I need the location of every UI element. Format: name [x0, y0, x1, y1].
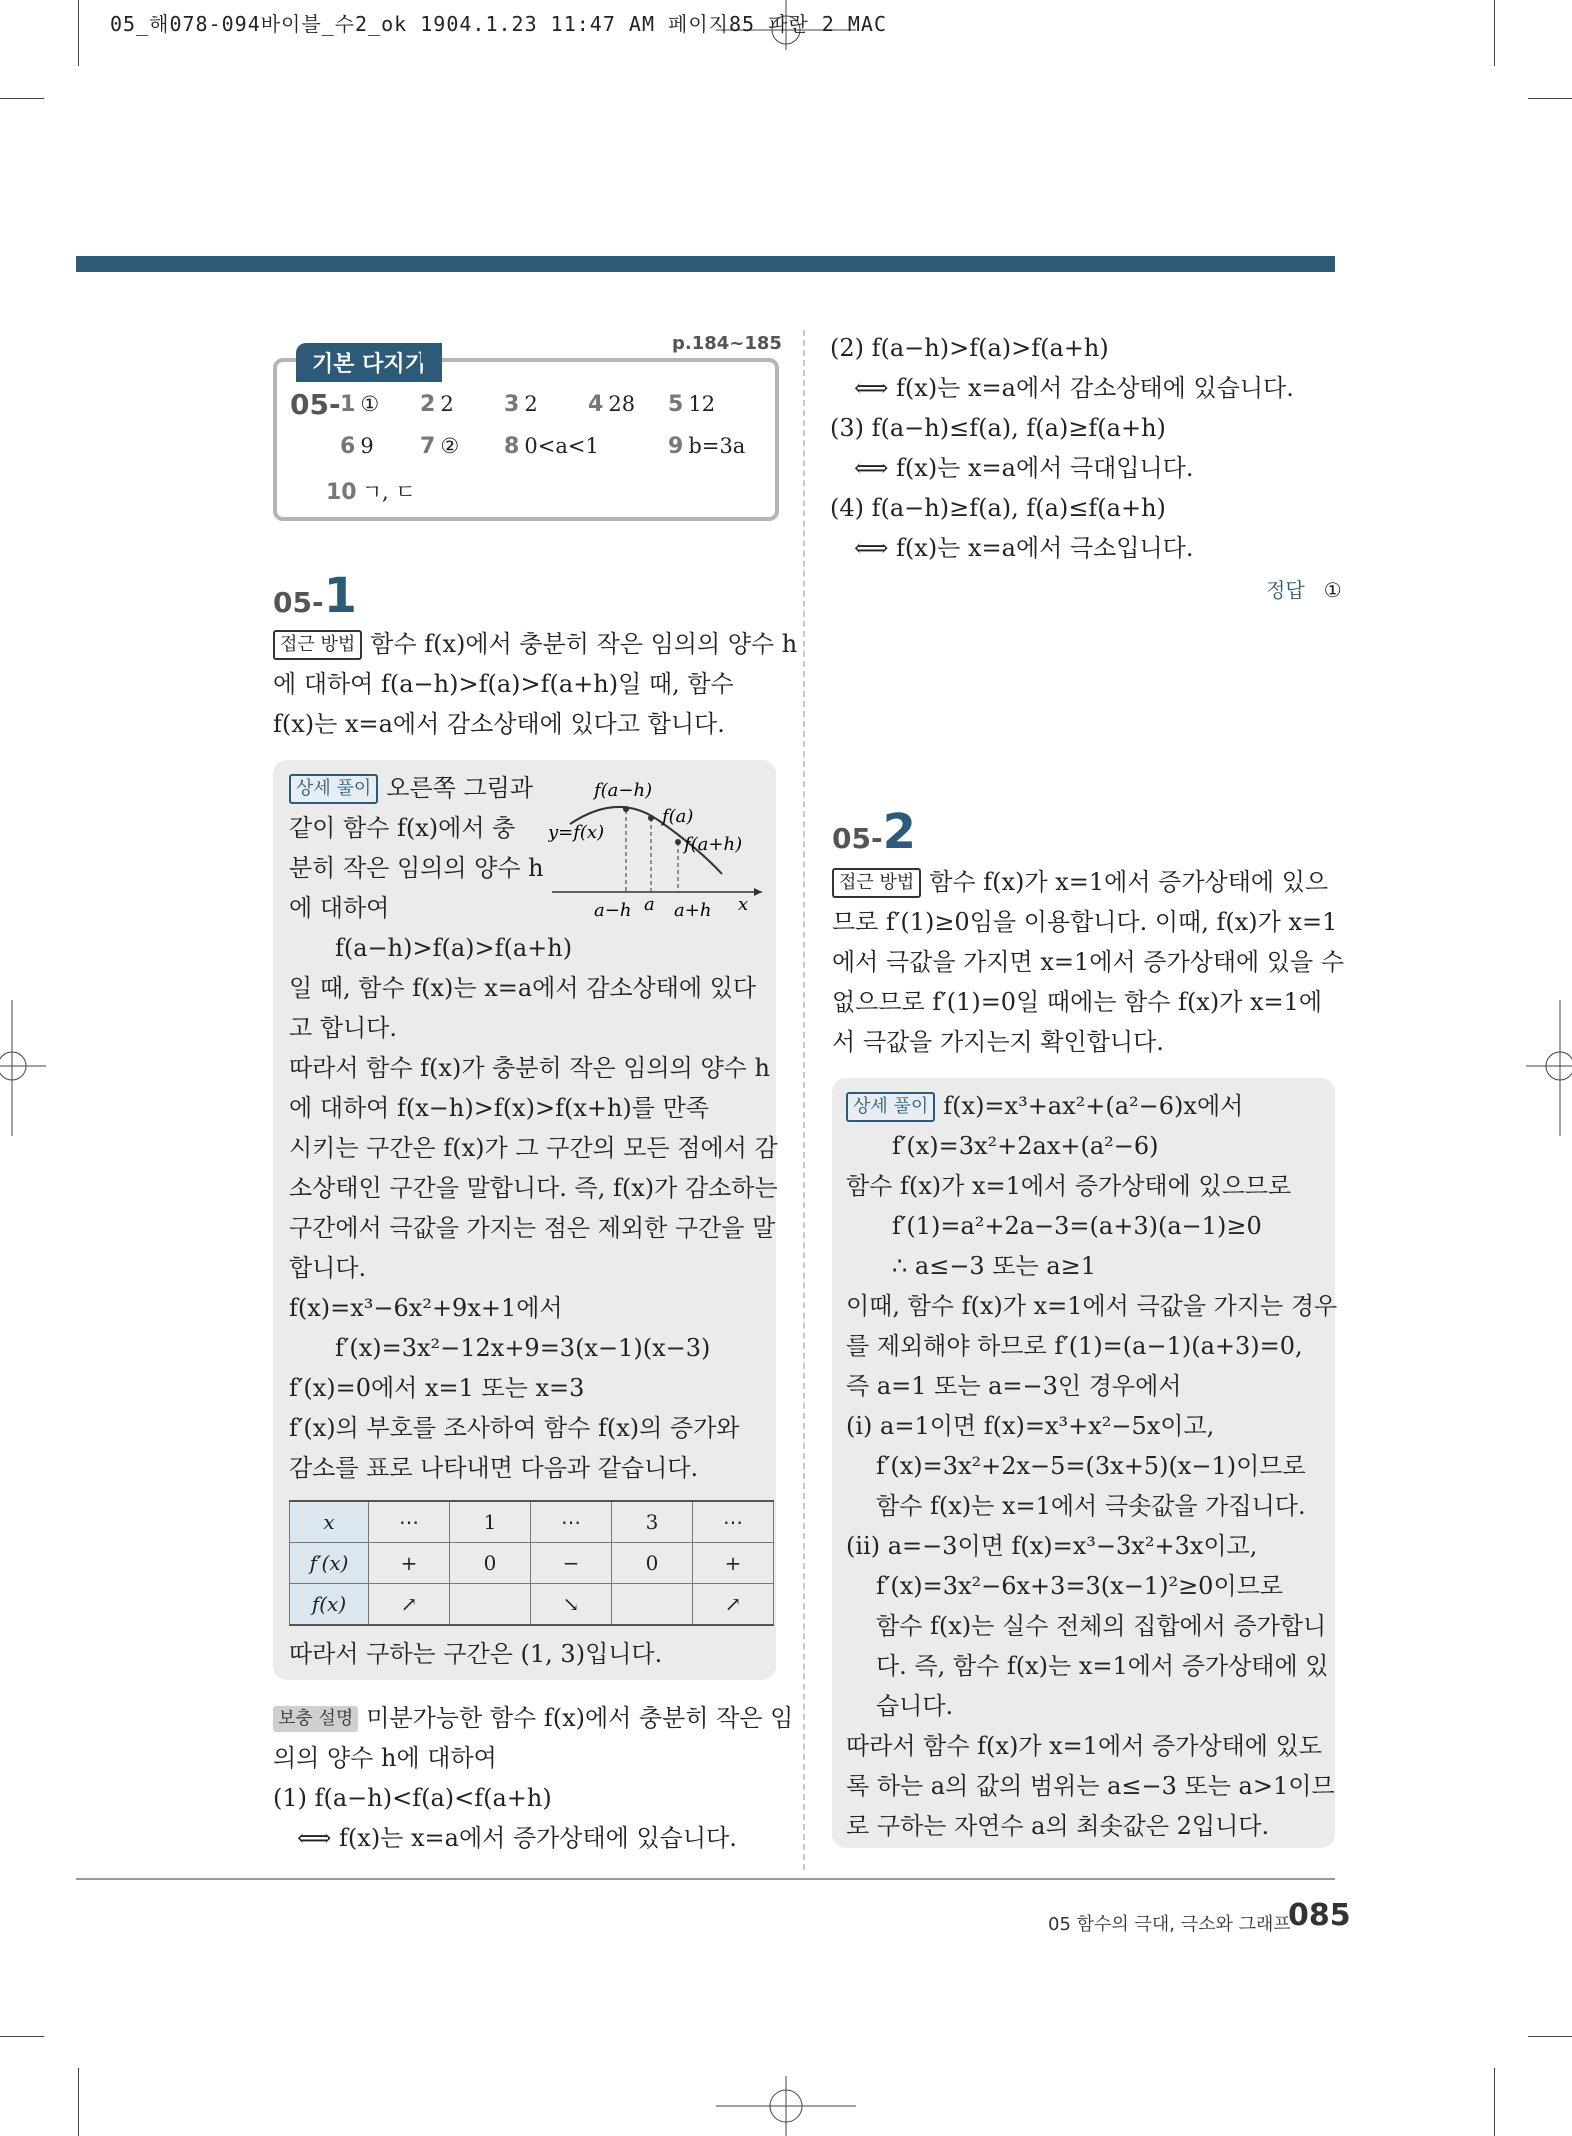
crop-mark: [1528, 98, 1572, 99]
supplement-tag: 보충 설명: [273, 1706, 358, 1732]
answer-prefix: 05-: [290, 388, 341, 421]
graph-label-f-a-plus-h: f(a+h): [684, 834, 743, 855]
graph-label-f-a-minus-h: f(a−h): [594, 780, 653, 801]
problem-1-approach: 접근 방법 함수 f(x)에서 충분히 작은 임의의 양수 h 에 대하여 f(a−h)>f(a)>f(a+h)일 때, 함수 f(x)는 x=a에서 감소상태에 있다고 합니다.: [273, 630, 798, 738]
crop-mark: [1494, 0, 1495, 66]
problem-2-heading: 05-2: [832, 804, 916, 860]
sign-table: [289, 1500, 774, 1626]
approach-tag: 접근 방법: [832, 868, 921, 898]
graph-label-a-minus-h: a−h: [594, 900, 632, 921]
registration-mark-right: [1526, 1000, 1572, 1136]
footer-rule: [76, 1878, 1335, 1880]
decreasing-function-graph: [548, 774, 770, 930]
problem-1-supplement: 보충 설명 미분가능한 함수 f(x)에서 충분히 작은 임 의의 양수 h에 대하여 (1) f(a−h)<f(a)<f(a+h) ⟺ f(x)는 x=a에서 증가상태에 있습니다.: [273, 1704, 794, 1852]
graph-label-f-a: f(a): [662, 806, 694, 827]
problem-1-heading: 05-1: [273, 568, 357, 624]
chapter-title: 05 함수의 극대, 극소와 그래프: [1048, 1914, 1291, 1935]
answer-item: 7 ②: [420, 434, 460, 459]
registration-mark-bottom: [716, 2076, 856, 2136]
approach-tag: 접근 방법: [273, 630, 362, 660]
problem-1-detail-intro: 상세 풀이 오른쪽 그림과 같이 함수 f(x)에서 충 분히 작은 임의의 양수 h 에 대하여: [289, 774, 544, 922]
answer-tab-ear: [421, 343, 441, 363]
answer-item: 1 ①: [340, 392, 380, 417]
crop-mark: [1494, 2068, 1495, 2136]
problem-2-detail-body: 상세 풀이 f(x)=x³+ax²+(a²−6)x에서 f′(x)=3x²+2ax+(a²−6) 함수 f(x)가 x=1에서 증가상태에 있으므로 f′(1)=a²+2a−3=(a+3)(a−1)≥0 ∴ a≤−3 또는 a≥1 이때, 함수 f(x)가 x=1에서 극값을 가지는 경우 를 제외해야 하므로 f′(1)=(a−1)(a+3)=0, 즉 a=1 또는 a=−3인 경우에서 (ⅰ) a=1이면 f(x)=x³+x²−5x이고, f′(x)=3x²+2x−5=(3x+5)(x−1)이므로 함수 f(x)는 x=1에서 극솟값을 가집니다. (ⅱ) a=−3이면 f(x)=x³−3x²+3x이고, f′(x)=3x²−6x+3=3(x−1)²≥0이므로 함수 f(x)는 실수 전체의 집합에서 증가합니 다. 즉, 함수 f(x)는 x=1에서 증가상태에 있 습니다. 따라서 함수 f(x)가 x=1에서 증가상태에 있도 록 하는 a의 값의 범위는 a≤−3 또는 a>1이므 로 구하는 자연수 a의 최솟값은 2입니다.: [846, 1092, 1338, 1840]
crop-mark: [0, 98, 44, 99]
answer-grid: [290, 388, 760, 508]
top-color-bar: [76, 256, 1335, 272]
answer-item: 10 ㄱ, ㄷ: [326, 480, 416, 505]
answer-item: 8 0<a<1: [504, 434, 599, 459]
answer-tab: 기본 다지기: [296, 343, 442, 382]
column-divider: [803, 330, 805, 1870]
detail-tag: 상세 풀이: [846, 1092, 935, 1122]
detail-tag: 상세 풀이: [289, 774, 378, 804]
answer-item: 4 28: [588, 392, 636, 417]
answer-item: 3 2: [504, 392, 538, 417]
page-reference: p.184~185: [672, 333, 782, 354]
problem-1-detail-body: f(a−h)>f(a)>f(a+h) 일 때, 함수 f(x)는 x=a에서 감소상태에 있다 고 합니다. 따라서 함수 f(x)가 충분히 작은 임의의 양수 h 에 대하여 f(x−h)>f(x)>f(x+h)를 만족 시키는 구간은 f(x)가 그 구간의 모든 점에서 감 소상태인 구간을 말합니다. 즉, f(x)가 감소하는 구간에서 극값을 가지는 점은 제외한 구간을 말 합니다. f(x)=x³−6x²+9x+1에서 f′(x)=3x²−12x+9=3(x−1)(x−3) f′(x)=0에서 x=1 또는 x=3 f′(x)의 부호를 조사하여 함수 f(x)의 증가와 감소를 표로 나타내면 다음과 같습니다.: [289, 934, 778, 1482]
table-row: x ⋯ 1 ⋯ 3 ⋯: [290, 1501, 774, 1543]
table-row: f′(x) + 0 − 0 +: [290, 1543, 774, 1584]
crop-mark: [0, 2036, 44, 2037]
answer-item: 6 9: [340, 434, 374, 459]
final-answer-1: 정답 ①: [1266, 578, 1342, 602]
page-number: 085: [1288, 1898, 1351, 1933]
answer-item: 2 2: [420, 392, 454, 417]
answer-item: 5 12: [668, 392, 716, 417]
print-slug: 05_해078-094바이블_수2_ok 1904.1.23 11:47 AM 페이지85 파란 2 MAC: [110, 12, 888, 36]
problem-2-approach: 접근 방법 함수 f(x)가 x=1에서 증가상태에 있으 므로 f′(1)≥0임을 이용합니다. 이때, f(x)가 x=1 에서 극값을 가지면 x=1에서 증가상태에 있을 수 없으므로 f′(1)=0일 때에는 함수 f(x)가 x=1에 서 극값을 가지는지 확인합니다.: [832, 868, 1344, 1056]
registration-mark-left: [0, 1000, 46, 1136]
supplement-continued: (2) f(a−h)>f(a)>f(a+h) ⟺ f(x)는 x=a에서 감소상태에 있습니다. (3) f(a−h)≤f(a), f(a)≥f(a+h) ⟺ f(x)는 x=a에서 극대입니다. (4) f(a−h)≥f(a), f(a)≤f(a+h) ⟺ f(x)는 x=a에서 극소입니다.: [830, 334, 1294, 562]
graph-label-curve: y=f(x): [548, 822, 605, 843]
crop-mark: [1528, 2036, 1572, 2037]
answer-item: 9 b=3a: [668, 434, 746, 459]
crop-mark: [78, 0, 79, 66]
table-row: f(x) ↗ ↘ ↗: [290, 1584, 774, 1626]
graph-label-a-plus-h: a+h: [674, 900, 712, 921]
problem-1-conclusion: 따라서 구하는 구간은 (1, 3)입니다.: [289, 1640, 663, 1668]
graph-label-a: a: [644, 894, 655, 915]
graph-label-x: x: [738, 894, 749, 915]
crop-mark: [78, 2068, 79, 2136]
